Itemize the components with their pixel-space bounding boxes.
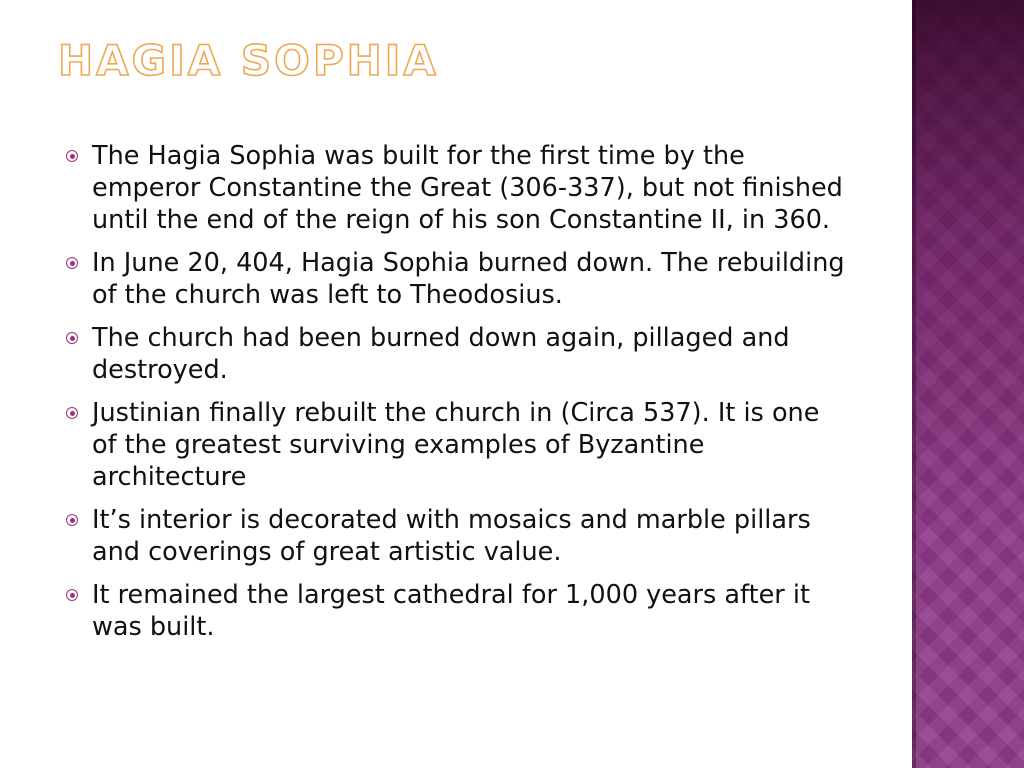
circled-dot-bullet-icon [66,514,78,526]
circled-dot-bullet-icon [66,589,78,601]
bullet-text: It’s interior is decorated with mosaics and marble pillars and coverings of great artistic value. [92,505,811,567]
bullet-item [62,397,852,493]
slide-title: HAGIA SOPHIA [58,36,439,85]
bullet-text: It remained the largest cathedral for 1,000 years after it was built. [92,580,810,642]
circled-dot-bullet-icon [66,407,78,419]
bullet-list [62,140,852,654]
circled-dot-bullet-icon [66,332,78,344]
bullet-item [62,322,852,386]
circled-dot-bullet-icon [66,150,78,162]
bullet-item [62,247,852,311]
bullet-item [62,140,852,236]
decorative-side-band [912,0,1024,768]
side-band-edge [912,0,916,768]
circled-dot-bullet-icon [66,257,78,269]
bullet-text: The Hagia Sophia was built for the first time by the emperor Constantine the Great (306-337), but not finished until the end of the reign of his son Constantine II, in 360. [92,141,843,235]
bullet-item [62,504,852,568]
bullet-text: The church had been burned down again, pillaged and destroyed. [92,323,790,385]
bullet-item [62,579,852,643]
bullet-text: Justinian finally rebuilt the church in (Circa 537). It is one of the greatest surviving examples of Byzantine architecture [92,398,820,492]
bullet-text: In June 20, 404, Hagia Sophia burned down. The rebuilding of the church was left to Theodosius. [92,248,845,310]
